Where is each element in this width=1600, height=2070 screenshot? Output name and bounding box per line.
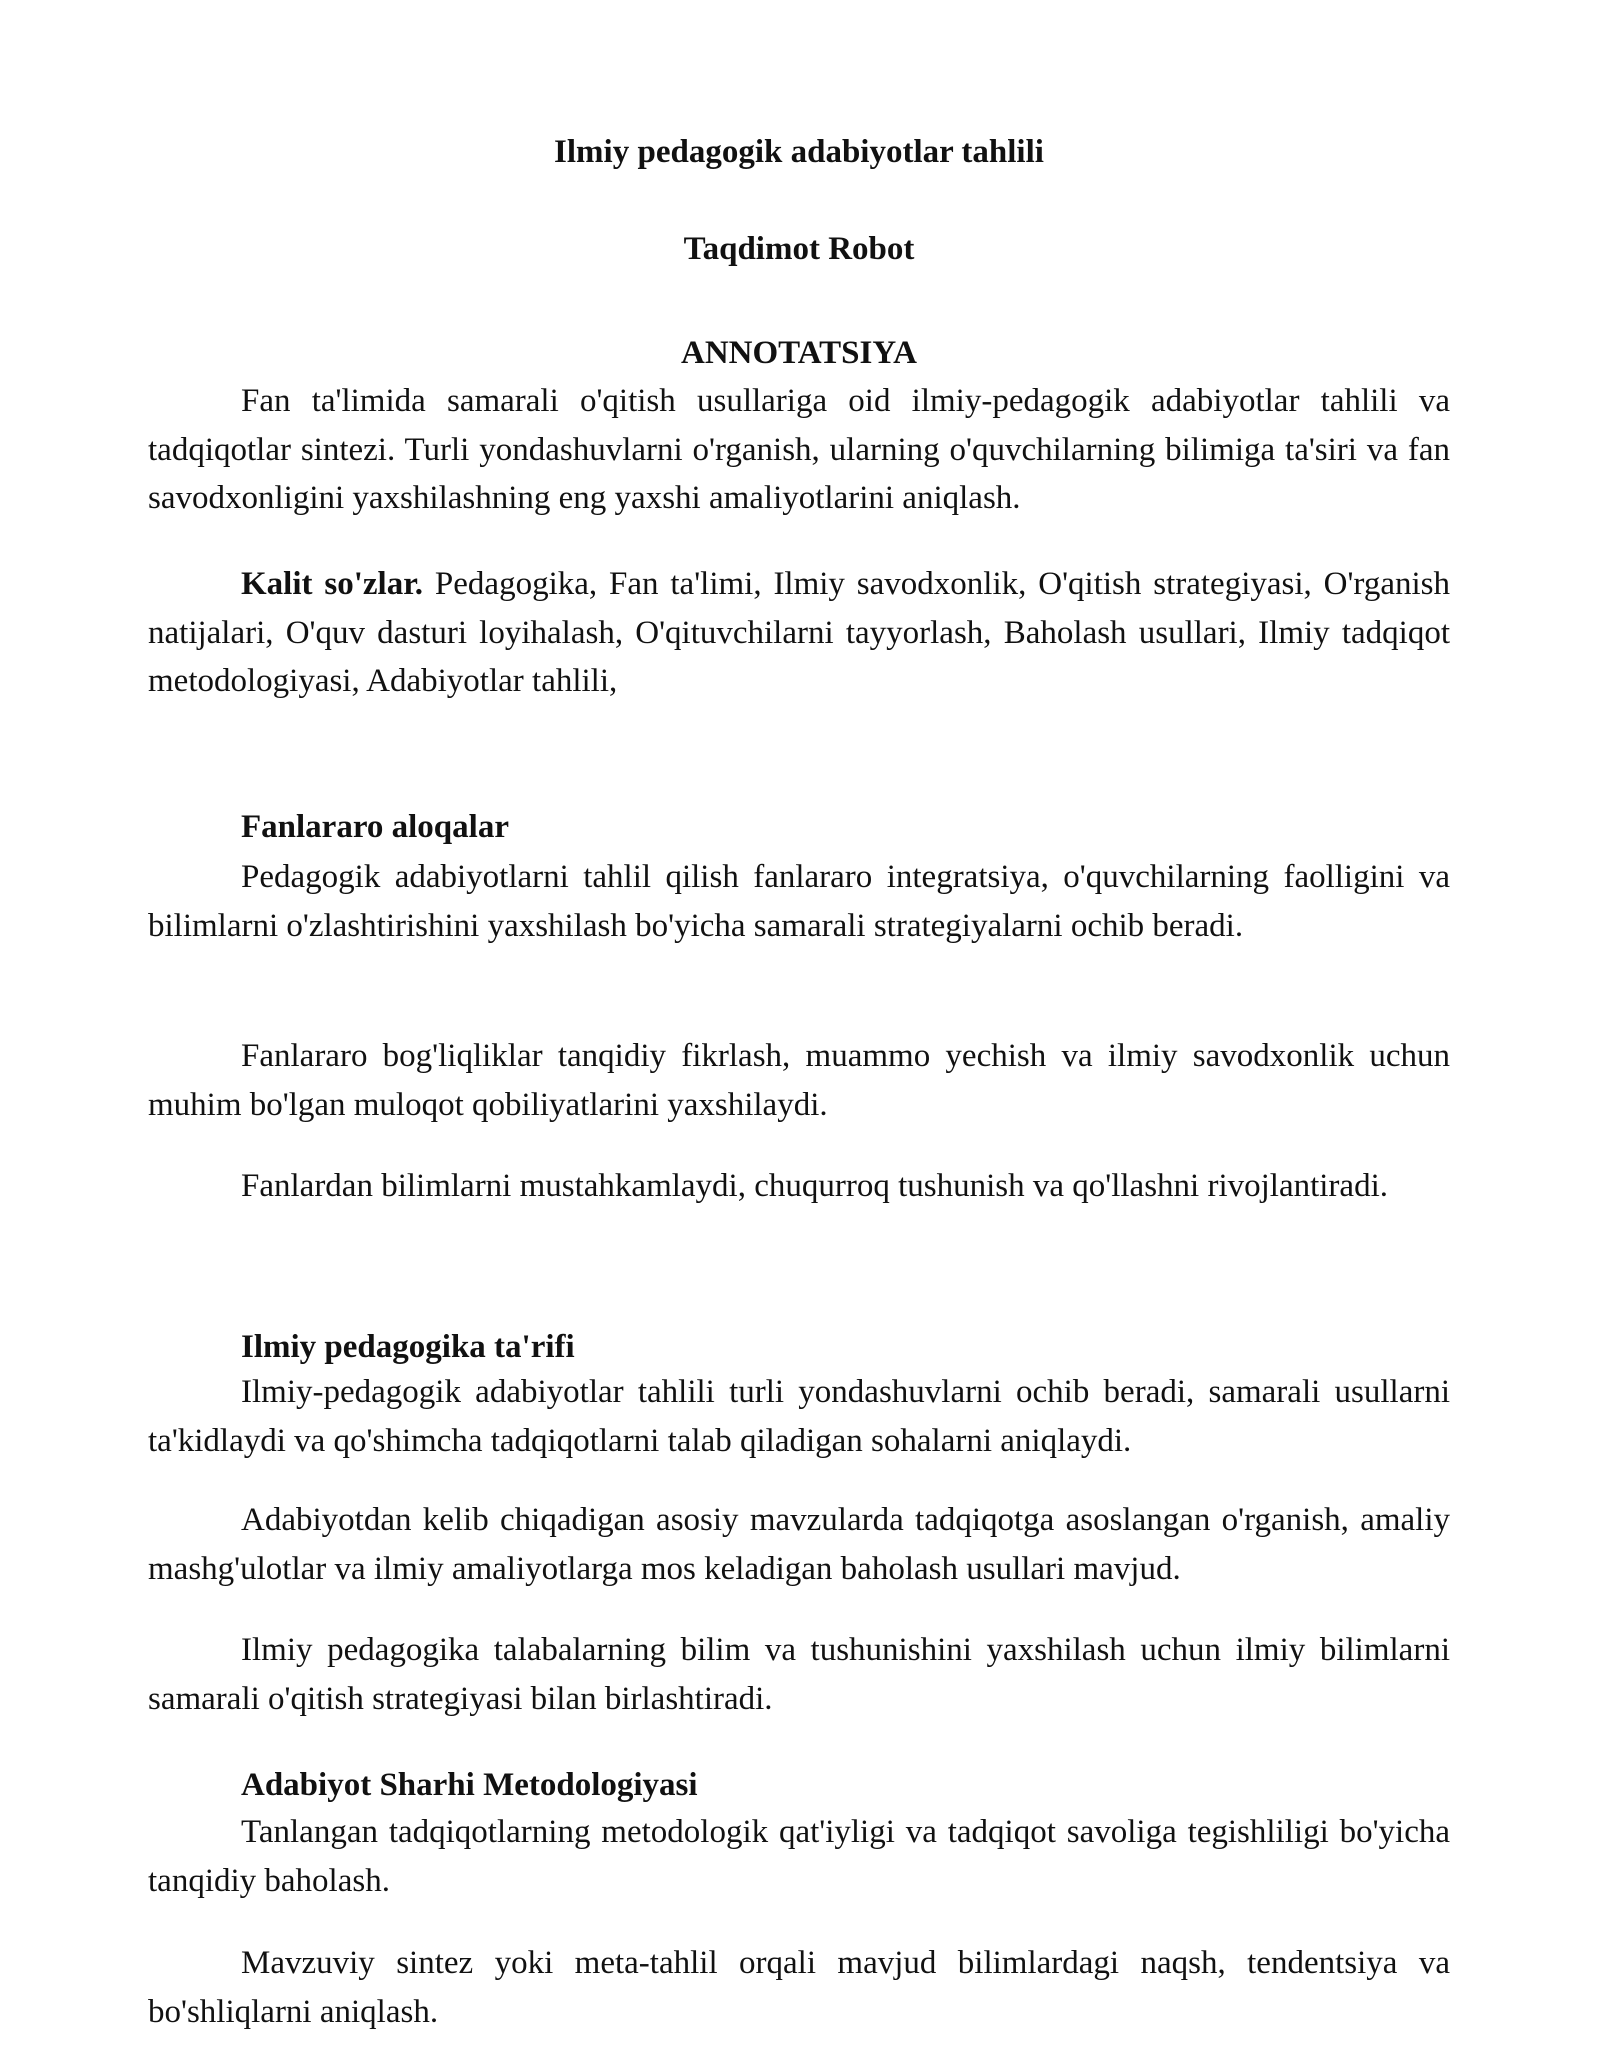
section-paragraph: Adabiyotdan kelib chiqadigan asosiy mavzularda tadqiqotga asoslangan o'rganish, amaliy mashg'ulotlar va ilmiy amaliyotlarga mos keladigan baholash usullari mavjud. xyxy=(148,1502,1450,1587)
section-paragraph: Ilmiy-pedagogik adabiyotlar tahlili turli yondashuvlarni ochib beradi, samarali usullarni ta'kidlaydi va qo'shimcha tadqiqotlarni talab qiladigan sohalarni aniqlaydi. xyxy=(148,1374,1450,1459)
section-paragraph: Ilmiy pedagogika talabalarning bilim va tushunishini yaxshilash uchun ilmiy bilimlarni samarali o'qitish strategiyasi bilan birlashtiradi. xyxy=(148,1632,1450,1717)
document-author: Taqdimot Robot xyxy=(683,231,915,267)
keywords-list: Pedagogika, Fan ta'limi, Ilmiy savodxonlik, O'qitish strategiyasi, O'rganish natijalari, O'quv dasturi loyihalash, O'qituvchilarni tayyorlash, Baholash usullari, Ilmiy tadqiqot metodologiyasi, Adabiyotlar tahlili, xyxy=(148,566,1450,699)
annotation-paragraph: Fan ta'limida samarali o'qitish usullariga oid ilmiy-pedagogik adabiyotlar tahlili va tadqiqotlar sintezi. Turli yondashuvlarni o'rganish, ularning o'quvchilarning bilimiga ta'siri va fan savodxonligini yaxshilashning eng yaxshi amaliyotlarini aniqlash. xyxy=(148,383,1450,516)
section-heading-metodologiya: Adabiyot Sharhi Metodologiyasi xyxy=(241,1767,698,1803)
keywords-paragraph xyxy=(148,560,1450,706)
section-heading-fanlararo: Fanlararo aloqalar xyxy=(241,809,509,845)
section-paragraph: Mavzuviy sintez yoki meta-tahlil orqali mavjud bilimlardagi naqsh, tendentsiya va bo'shliqlarni aniqlash. xyxy=(148,1945,1450,2030)
section-paragraph: Tanlangan tadqiqotlarning metodologik qat'iyligi va tadqiqot savoliga tegishliligi bo'yicha tanqidiy baholash. xyxy=(148,1814,1450,1899)
section-paragraph: Pedagogik adabiyotlarni tahlil qilish fanlararo integratsiya, o'quvchilarning faolligini va bilimlarni o'zlashtirishini yaxshilash bo'yicha samarali strategiyalarni ochib beradi. xyxy=(148,859,1450,944)
section-paragraph: Fanlardan bilimlarni mustahkamlaydi, chuqurroq tushunish va qo'llashni rivojlantiradi. xyxy=(241,1168,1388,1204)
annotation-heading: ANNOTATSIYA xyxy=(681,335,917,371)
document-title: Ilmiy pedagogik adabiyotlar tahlili xyxy=(554,134,1044,170)
keywords-label: Kalit so'zlar. xyxy=(241,566,424,602)
section-heading-ilmiy-pedagogika: Ilmiy pedagogika ta'rifi xyxy=(241,1329,575,1365)
section-paragraph: Fanlararo bog'liqliklar tanqidiy fikrlash, muammo yechish va ilmiy savodxonlik uchun muhim bo'lgan muloqot qobiliyatlarini yaxshilaydi. xyxy=(148,1038,1450,1123)
